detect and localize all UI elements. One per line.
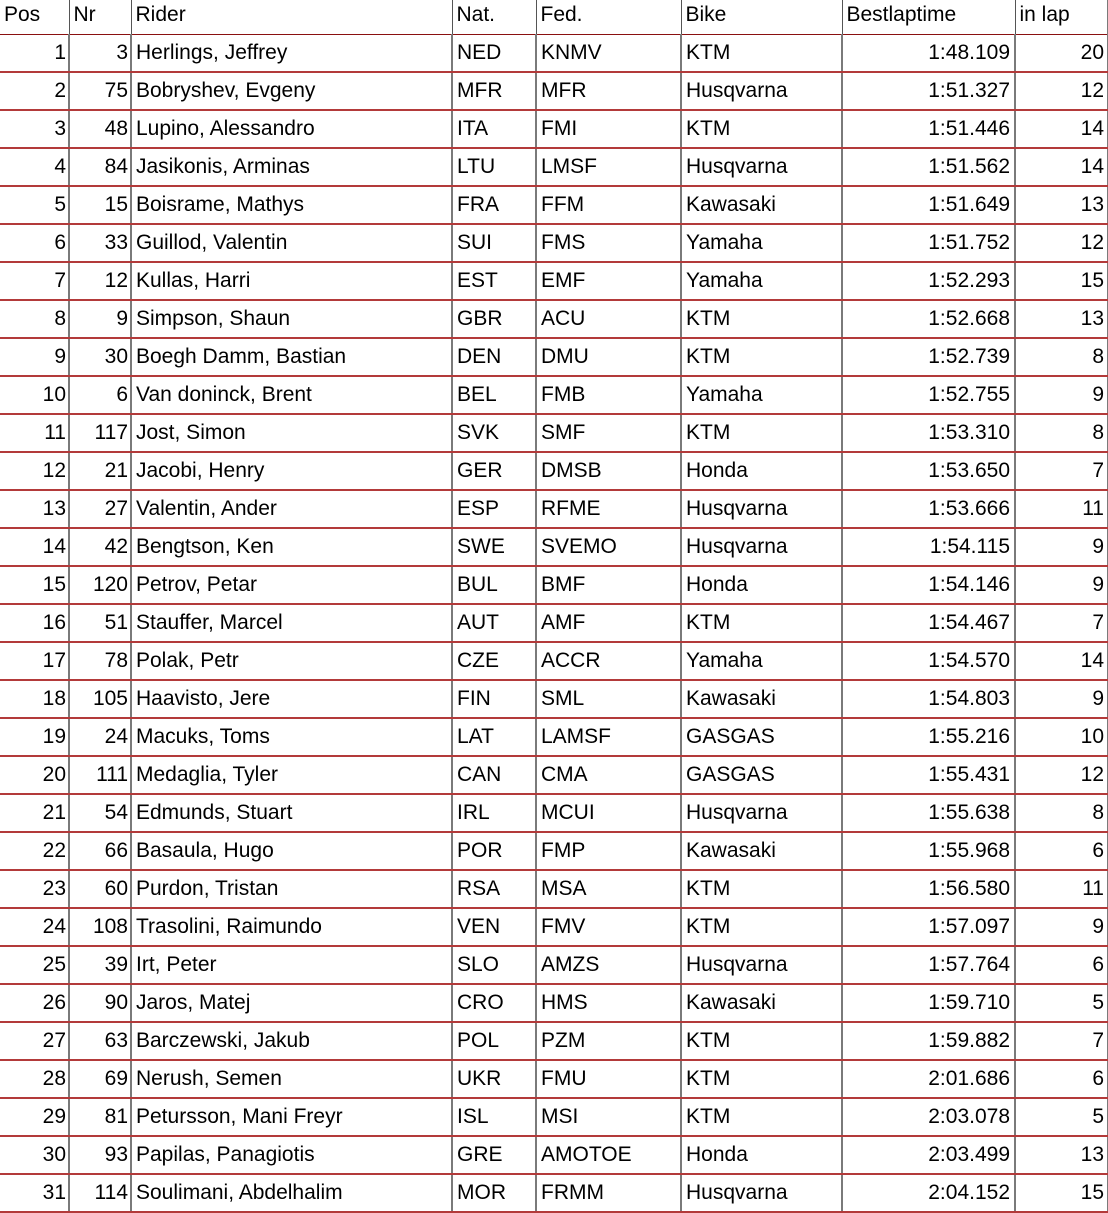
cell-in-lap: 7: [1015, 452, 1108, 490]
cell-nr: 75: [69, 72, 131, 110]
cell-in-lap: 15: [1015, 262, 1108, 300]
cell-bike: KTM: [681, 908, 842, 946]
table-row: [0, 718, 1108, 756]
cell-bestlaptime: 2:03.499: [842, 1136, 1015, 1174]
cell-nat: FIN: [452, 680, 536, 718]
col-header-rider: Rider: [131, 0, 452, 34]
cell-bestlaptime: 1:53.650: [842, 452, 1015, 490]
cell-bike: Husqvarna: [681, 490, 842, 528]
table-row: [0, 262, 1108, 300]
cell-nr: 15: [69, 186, 131, 224]
cell-fed: AMOTOE: [536, 1136, 681, 1174]
cell-fed: EMF: [536, 262, 681, 300]
cell-nr: 114: [69, 1174, 131, 1212]
cell-nat: EST: [452, 262, 536, 300]
cell-fed: BMF: [536, 566, 681, 604]
cell-nat: BUL: [452, 566, 536, 604]
cell-in-lap: 12: [1015, 224, 1108, 262]
cell-in-lap: 12: [1015, 72, 1108, 110]
cell-rider: Kullas, Harri: [131, 262, 452, 300]
cell-bike: KTM: [681, 1060, 842, 1098]
cell-in-lap: 9: [1015, 680, 1108, 718]
cell-in-lap: 7: [1015, 1022, 1108, 1060]
table-row: [0, 490, 1108, 528]
cell-in-lap: 13: [1015, 186, 1108, 224]
cell-nr: 39: [69, 946, 131, 984]
cell-fed: MSI: [536, 1098, 681, 1136]
cell-nr: 69: [69, 1060, 131, 1098]
cell-rider: Herlings, Jeffrey: [131, 34, 452, 72]
table-row: [0, 794, 1108, 832]
cell-bike: KTM: [681, 1098, 842, 1136]
cell-fed: MFR: [536, 72, 681, 110]
cell-in-lap: 7: [1015, 604, 1108, 642]
cell-nr: 111: [69, 756, 131, 794]
table-row: [0, 452, 1108, 490]
cell-in-lap: 6: [1015, 946, 1108, 984]
cell-bike: KTM: [681, 300, 842, 338]
cell-nr: 120: [69, 566, 131, 604]
cell-fed: MCUI: [536, 794, 681, 832]
cell-fed: FMS: [536, 224, 681, 262]
col-header-nat: Nat.: [452, 0, 536, 34]
cell-bestlaptime: 1:55.968: [842, 832, 1015, 870]
cell-nat: ITA: [452, 110, 536, 148]
table-row: [0, 908, 1108, 946]
cell-fed: ACU: [536, 300, 681, 338]
cell-pos: 14: [0, 528, 69, 566]
cell-nr: 93: [69, 1136, 131, 1174]
cell-rider: Petrov, Petar: [131, 566, 452, 604]
col-header-bestlaptime: Bestlaptime: [842, 0, 1015, 34]
cell-bestlaptime: 1:55.216: [842, 718, 1015, 756]
cell-bestlaptime: 1:54.467: [842, 604, 1015, 642]
cell-pos: 8: [0, 300, 69, 338]
cell-bike: KTM: [681, 604, 842, 642]
cell-pos: 20: [0, 756, 69, 794]
cell-nat: CZE: [452, 642, 536, 680]
cell-bike: Kawasaki: [681, 186, 842, 224]
cell-in-lap: 6: [1015, 832, 1108, 870]
cell-pos: 21: [0, 794, 69, 832]
cell-fed: SMF: [536, 414, 681, 452]
cell-bike: GASGAS: [681, 756, 842, 794]
cell-bestlaptime: 1:51.562: [842, 148, 1015, 186]
cell-in-lap: 9: [1015, 528, 1108, 566]
cell-nat: FRA: [452, 186, 536, 224]
cell-pos: 28: [0, 1060, 69, 1098]
table-row: [0, 414, 1108, 452]
col-header-pos: Pos: [0, 0, 69, 34]
cell-pos: 12: [0, 452, 69, 490]
cell-nr: 3: [69, 34, 131, 72]
cell-nat: GER: [452, 452, 536, 490]
cell-in-lap: 14: [1015, 110, 1108, 148]
cell-pos: 30: [0, 1136, 69, 1174]
cell-bestlaptime: 1:55.638: [842, 794, 1015, 832]
cell-fed: ACCR: [536, 642, 681, 680]
cell-pos: 19: [0, 718, 69, 756]
cell-in-lap: 6: [1015, 1060, 1108, 1098]
cell-bestlaptime: 1:56.580: [842, 870, 1015, 908]
cell-nat: SVK: [452, 414, 536, 452]
cell-bike: KTM: [681, 870, 842, 908]
table-row: [0, 1136, 1108, 1174]
cell-rider: Bobryshev, Evgeny: [131, 72, 452, 110]
col-header-nr: Nr: [69, 0, 131, 34]
cell-nat: DEN: [452, 338, 536, 376]
cell-bike: Husqvarna: [681, 528, 842, 566]
cell-nat: LAT: [452, 718, 536, 756]
cell-rider: Boisrame, Mathys: [131, 186, 452, 224]
cell-bestlaptime: 1:55.431: [842, 756, 1015, 794]
cell-nr: 54: [69, 794, 131, 832]
cell-nr: 117: [69, 414, 131, 452]
cell-bestlaptime: 1:51.649: [842, 186, 1015, 224]
cell-nr: 81: [69, 1098, 131, 1136]
cell-rider: Purdon, Tristan: [131, 870, 452, 908]
cell-in-lap: 8: [1015, 338, 1108, 376]
cell-nat: MFR: [452, 72, 536, 110]
cell-rider: Van doninck, Brent: [131, 376, 452, 414]
cell-pos: 7: [0, 262, 69, 300]
cell-nr: 21: [69, 452, 131, 490]
cell-nat: CRO: [452, 984, 536, 1022]
cell-pos: 6: [0, 224, 69, 262]
cell-nr: 63: [69, 1022, 131, 1060]
cell-nat: MOR: [452, 1174, 536, 1212]
table-row: [0, 224, 1108, 262]
cell-bestlaptime: 1:53.310: [842, 414, 1015, 452]
cell-rider: Petursson, Mani Freyr: [131, 1098, 452, 1136]
cell-bestlaptime: 1:52.755: [842, 376, 1015, 414]
cell-pos: 9: [0, 338, 69, 376]
cell-in-lap: 11: [1015, 490, 1108, 528]
cell-bestlaptime: 1:59.882: [842, 1022, 1015, 1060]
table-row: [0, 148, 1108, 186]
cell-nat: SLO: [452, 946, 536, 984]
table-row: [0, 110, 1108, 148]
cell-nat: AUT: [452, 604, 536, 642]
cell-in-lap: 13: [1015, 1136, 1108, 1174]
cell-fed: RFME: [536, 490, 681, 528]
cell-pos: 4: [0, 148, 69, 186]
cell-fed: HMS: [536, 984, 681, 1022]
cell-nat: ISL: [452, 1098, 536, 1136]
cell-fed: FMV: [536, 908, 681, 946]
table-row: [0, 832, 1108, 870]
cell-nr: 24: [69, 718, 131, 756]
cell-nr: 33: [69, 224, 131, 262]
cell-rider: Haavisto, Jere: [131, 680, 452, 718]
cell-bestlaptime: 1:51.752: [842, 224, 1015, 262]
cell-fed: LMSF: [536, 148, 681, 186]
cell-bike: GASGAS: [681, 718, 842, 756]
table-row: [0, 1060, 1108, 1098]
col-header-fed: Fed.: [536, 0, 681, 34]
cell-rider: Stauffer, Marcel: [131, 604, 452, 642]
cell-pos: 18: [0, 680, 69, 718]
cell-pos: 13: [0, 490, 69, 528]
cell-nr: 12: [69, 262, 131, 300]
cell-bike: Yamaha: [681, 262, 842, 300]
cell-bestlaptime: 1:52.293: [842, 262, 1015, 300]
cell-nr: 30: [69, 338, 131, 376]
cell-nr: 84: [69, 148, 131, 186]
cell-fed: FFM: [536, 186, 681, 224]
cell-nat: NED: [452, 34, 536, 72]
cell-bestlaptime: 1:48.109: [842, 34, 1015, 72]
cell-nr: 78: [69, 642, 131, 680]
cell-in-lap: 8: [1015, 794, 1108, 832]
cell-in-lap: 14: [1015, 642, 1108, 680]
table-row: [0, 300, 1108, 338]
cell-in-lap: 13: [1015, 300, 1108, 338]
table-row: [0, 1022, 1108, 1060]
cell-fed: FRMM: [536, 1174, 681, 1212]
cell-fed: CMA: [536, 756, 681, 794]
cell-bike: Yamaha: [681, 224, 842, 262]
cell-bike: Honda: [681, 566, 842, 604]
cell-in-lap: 9: [1015, 908, 1108, 946]
cell-fed: KNMV: [536, 34, 681, 72]
table-row: [0, 604, 1108, 642]
cell-pos: 10: [0, 376, 69, 414]
cell-rider: Macuks, Toms: [131, 718, 452, 756]
cell-pos: 5: [0, 186, 69, 224]
cell-rider: Jasikonis, Arminas: [131, 148, 452, 186]
table-row: [0, 870, 1108, 908]
cell-rider: Irt, Peter: [131, 946, 452, 984]
cell-nr: 66: [69, 832, 131, 870]
cell-rider: Jost, Simon: [131, 414, 452, 452]
cell-bestlaptime: 2:03.078: [842, 1098, 1015, 1136]
cell-pos: 16: [0, 604, 69, 642]
cell-in-lap: 5: [1015, 1098, 1108, 1136]
cell-fed: AMF: [536, 604, 681, 642]
cell-in-lap: 12: [1015, 756, 1108, 794]
cell-pos: 22: [0, 832, 69, 870]
cell-nat: LTU: [452, 148, 536, 186]
table-row: [0, 186, 1108, 224]
cell-in-lap: 8: [1015, 414, 1108, 452]
cell-rider: Bengtson, Ken: [131, 528, 452, 566]
cell-in-lap: 15: [1015, 1174, 1108, 1212]
cell-bestlaptime: 2:01.686: [842, 1060, 1015, 1098]
cell-bestlaptime: 1:54.803: [842, 680, 1015, 718]
cell-bike: KTM: [681, 414, 842, 452]
table-row: [0, 642, 1108, 680]
cell-nr: 108: [69, 908, 131, 946]
cell-nr: 105: [69, 680, 131, 718]
cell-nr: 27: [69, 490, 131, 528]
cell-nat: IRL: [452, 794, 536, 832]
cell-in-lap: 14: [1015, 148, 1108, 186]
cell-pos: 25: [0, 946, 69, 984]
cell-nat: ESP: [452, 490, 536, 528]
cell-in-lap: 20: [1015, 34, 1108, 72]
cell-bike: Honda: [681, 452, 842, 490]
cell-bike: Husqvarna: [681, 148, 842, 186]
table-row: [0, 72, 1108, 110]
cell-rider: Simpson, Shaun: [131, 300, 452, 338]
cell-fed: DMSB: [536, 452, 681, 490]
cell-rider: Nerush, Semen: [131, 1060, 452, 1098]
cell-rider: Papilas, Panagiotis: [131, 1136, 452, 1174]
cell-fed: SML: [536, 680, 681, 718]
cell-pos: 17: [0, 642, 69, 680]
cell-bike: Kawasaki: [681, 984, 842, 1022]
cell-nat: BEL: [452, 376, 536, 414]
table-row: [0, 1174, 1108, 1212]
table-row: [0, 34, 1108, 72]
cell-rider: Jaros, Matej: [131, 984, 452, 1022]
table-row: [0, 338, 1108, 376]
cell-bike: KTM: [681, 338, 842, 376]
cell-nr: 6: [69, 376, 131, 414]
cell-pos: 29: [0, 1098, 69, 1136]
cell-nat: POL: [452, 1022, 536, 1060]
cell-pos: 23: [0, 870, 69, 908]
table-row: [0, 376, 1108, 414]
cell-nr: 90: [69, 984, 131, 1022]
cell-bestlaptime: 1:52.739: [842, 338, 1015, 376]
cell-fed: PZM: [536, 1022, 681, 1060]
cell-pos: 1: [0, 34, 69, 72]
cell-fed: MSA: [536, 870, 681, 908]
cell-in-lap: 10: [1015, 718, 1108, 756]
cell-rider: Basaula, Hugo: [131, 832, 452, 870]
cell-bestlaptime: 2:04.152: [842, 1174, 1015, 1212]
table-row: [0, 528, 1108, 566]
table-row: [0, 680, 1108, 718]
cell-bike: KTM: [681, 34, 842, 72]
cell-in-lap: 9: [1015, 376, 1108, 414]
cell-nr: 60: [69, 870, 131, 908]
cell-nr: 51: [69, 604, 131, 642]
cell-pos: 11: [0, 414, 69, 452]
cell-rider: Soulimani, Abdelhalim: [131, 1174, 452, 1212]
cell-bike: Yamaha: [681, 642, 842, 680]
cell-bike: Husqvarna: [681, 72, 842, 110]
cell-in-lap: 5: [1015, 984, 1108, 1022]
cell-in-lap: 9: [1015, 566, 1108, 604]
cell-bike: KTM: [681, 110, 842, 148]
cell-rider: Guillod, Valentin: [131, 224, 452, 262]
cell-bestlaptime: 1:51.327: [842, 72, 1015, 110]
cell-nat: GRE: [452, 1136, 536, 1174]
cell-nat: VEN: [452, 908, 536, 946]
cell-bike: KTM: [681, 1022, 842, 1060]
cell-bestlaptime: 1:54.570: [842, 642, 1015, 680]
cell-bestlaptime: 1:57.097: [842, 908, 1015, 946]
cell-pos: 31: [0, 1174, 69, 1212]
cell-rider: Barczewski, Jakub: [131, 1022, 452, 1060]
cell-bestlaptime: 1:52.668: [842, 300, 1015, 338]
cell-pos: 3: [0, 110, 69, 148]
cell-pos: 24: [0, 908, 69, 946]
cell-rider: Jacobi, Henry: [131, 452, 452, 490]
cell-rider: Lupino, Alessandro: [131, 110, 452, 148]
cell-pos: 27: [0, 1022, 69, 1060]
table-row: [0, 946, 1108, 984]
cell-bike: Husqvarna: [681, 794, 842, 832]
cell-fed: FMI: [536, 110, 681, 148]
cell-fed: SVEMO: [536, 528, 681, 566]
cell-nat: SUI: [452, 224, 536, 262]
cell-pos: 2: [0, 72, 69, 110]
cell-pos: 15: [0, 566, 69, 604]
cell-bike: Husqvarna: [681, 1174, 842, 1212]
cell-fed: AMZS: [536, 946, 681, 984]
cell-nat: POR: [452, 832, 536, 870]
cell-nat: UKR: [452, 1060, 536, 1098]
cell-bike: Kawasaki: [681, 832, 842, 870]
cell-fed: LAMSF: [536, 718, 681, 756]
cell-fed: FMB: [536, 376, 681, 414]
cell-bestlaptime: 1:57.764: [842, 946, 1015, 984]
cell-nat: SWE: [452, 528, 536, 566]
cell-bestlaptime: 1:59.710: [842, 984, 1015, 1022]
cell-fed: FMP: [536, 832, 681, 870]
table-row: [0, 756, 1108, 794]
cell-pos: 26: [0, 984, 69, 1022]
cell-bestlaptime: 1:51.446: [842, 110, 1015, 148]
col-header-in-lap: in lap: [1015, 0, 1108, 34]
cell-bestlaptime: 1:54.115: [842, 528, 1015, 566]
table-row: [0, 1098, 1108, 1136]
cell-fed: FMU: [536, 1060, 681, 1098]
cell-nat: CAN: [452, 756, 536, 794]
table-row: [0, 984, 1108, 1022]
cell-nr: 42: [69, 528, 131, 566]
cell-fed: DMU: [536, 338, 681, 376]
cell-nat: GBR: [452, 300, 536, 338]
cell-rider: Medaglia, Tyler: [131, 756, 452, 794]
cell-bestlaptime: 1:53.666: [842, 490, 1015, 528]
table-row: [0, 566, 1108, 604]
col-header-bike: Bike: [681, 0, 842, 34]
cell-nr: 9: [69, 300, 131, 338]
cell-in-lap: 11: [1015, 870, 1108, 908]
cell-bike: Kawasaki: [681, 680, 842, 718]
cell-bestlaptime: 1:54.146: [842, 566, 1015, 604]
cell-bike: Honda: [681, 1136, 842, 1174]
cell-rider: Polak, Petr: [131, 642, 452, 680]
cell-rider: Trasolini, Raimundo: [131, 908, 452, 946]
cell-rider: Valentin, Ander: [131, 490, 452, 528]
header-row: [0, 0, 1108, 34]
cell-nr: 48: [69, 110, 131, 148]
cell-nat: RSA: [452, 870, 536, 908]
cell-bike: Husqvarna: [681, 946, 842, 984]
cell-rider: Edmunds, Stuart: [131, 794, 452, 832]
cell-bike: Yamaha: [681, 376, 842, 414]
cell-rider: Boegh Damm, Bastian: [131, 338, 452, 376]
